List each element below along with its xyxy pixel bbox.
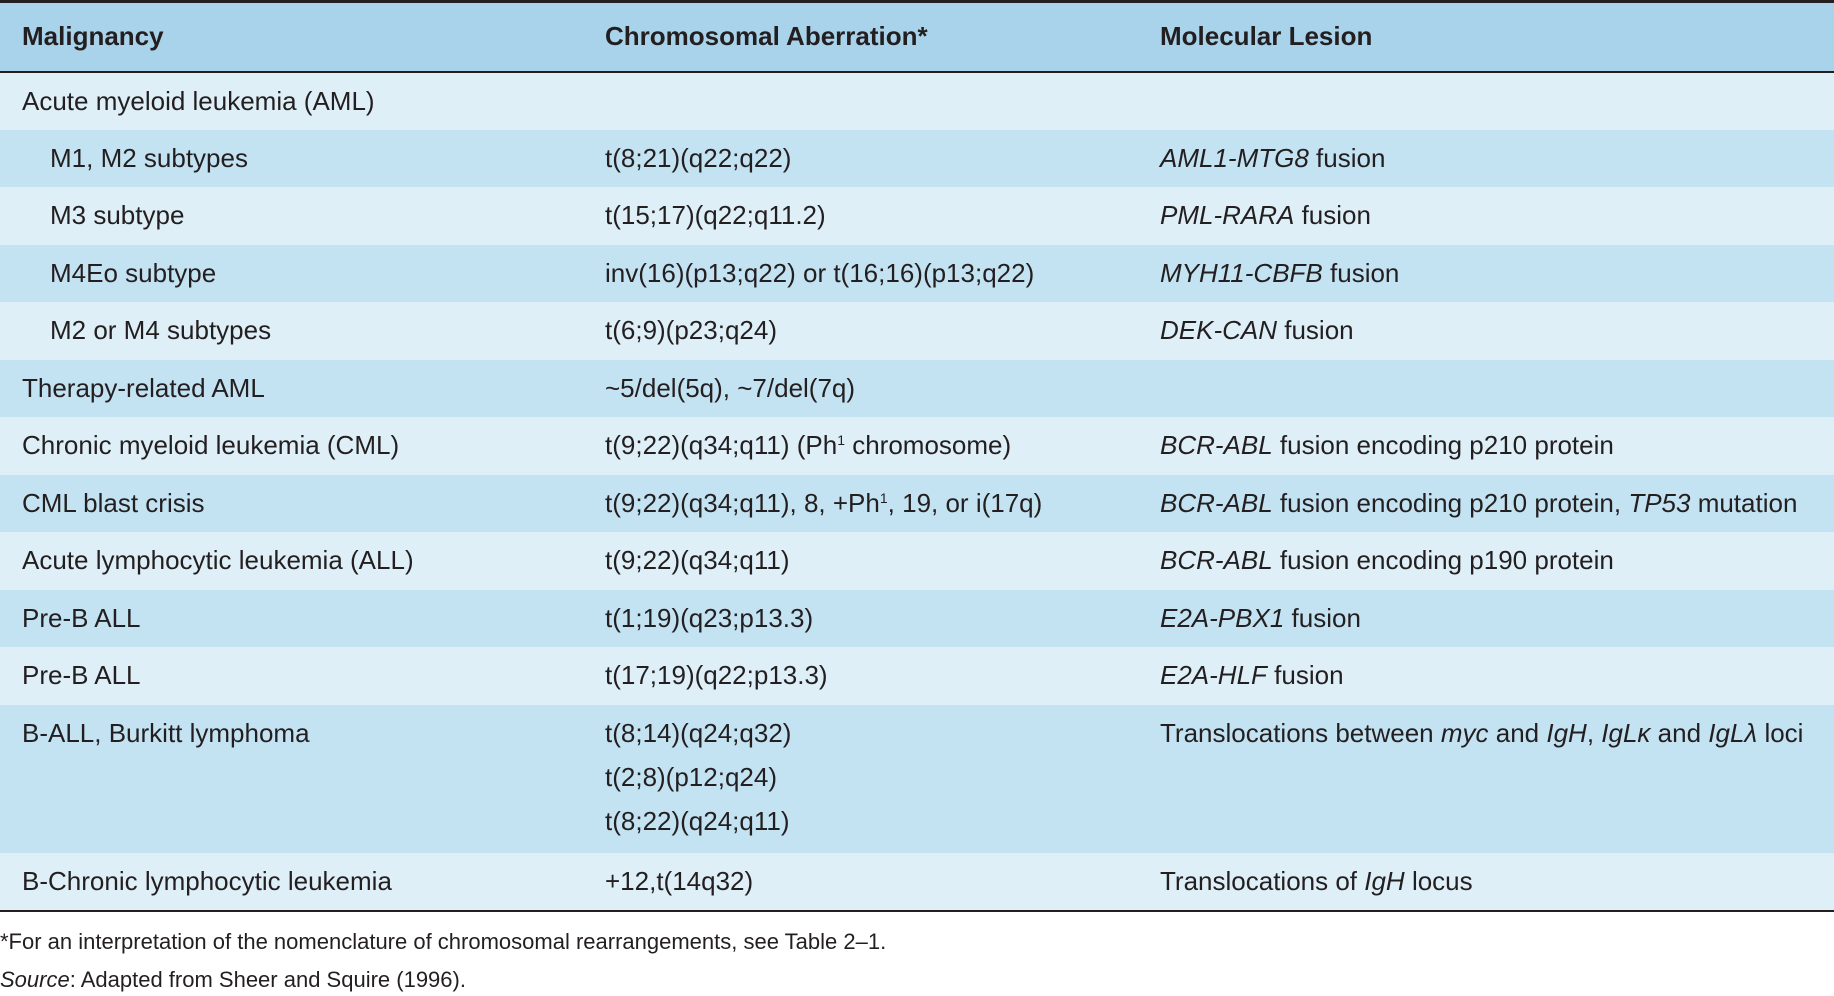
- gene-name: PML-RARA: [1160, 200, 1295, 231]
- lesion-text: and: [1488, 717, 1547, 748]
- aberration-line: t(8;14)(q24;q32): [605, 717, 792, 748]
- cell-malignancy: Pre-B ALL: [22, 660, 141, 691]
- lesion-text: fusion encoding p190 protein: [1272, 545, 1614, 576]
- lesion-text: fusion encoding p210 protein,: [1272, 487, 1629, 518]
- table-row: [0, 187, 1834, 245]
- lesion-text: fusion: [1308, 142, 1386, 173]
- cell-malignancy: M1, M2 subtypes: [50, 142, 248, 173]
- table-header-row: [0, 2, 1834, 72]
- table-row: [0, 302, 1834, 360]
- aberration-text: chromosome): [845, 430, 1012, 461]
- aberration-text: t(9;22)(q34;q11), 8, +Ph: [605, 487, 880, 518]
- cell-malignancy: B-Chronic lymphocytic leukemia: [0, 853, 583, 911]
- lesion-text: fusion: [1277, 315, 1354, 346]
- cell-malignancy: M4Eo subtype: [50, 257, 217, 288]
- gene-name: TP53: [1628, 487, 1691, 518]
- table-row: [0, 647, 1834, 705]
- table-row: [0, 417, 1834, 475]
- cell-aberration: +12,t(14q32): [583, 853, 1138, 911]
- cell-aberration: t(15;17)(q22;q11.2): [605, 200, 826, 231]
- cell-malignancy: Acute myeloid leukemia (AML): [22, 85, 375, 116]
- table-row: [0, 245, 1834, 303]
- cell-aberration: t(17;19)(q22;p13.3): [605, 660, 828, 691]
- gene-name: DEK-CAN: [1160, 315, 1278, 346]
- table-row: [0, 130, 1834, 188]
- cell-lesion: [1138, 245, 1834, 303]
- cell-lesion: [1138, 417, 1834, 475]
- footnote-source: [0, 967, 466, 993]
- lesion-text: fusion encoding p210 protein: [1272, 430, 1614, 461]
- cell-lesion: [1138, 187, 1834, 245]
- cell-lesion: [1138, 360, 1834, 418]
- cell-lesion: [1138, 853, 1834, 911]
- cell-aberration: [583, 705, 1138, 853]
- gene-name: MYH11-CBFB: [1160, 257, 1323, 288]
- header-molecular-lesion: Molecular Lesion: [1138, 2, 1834, 72]
- cell-aberration: t(1;19)(q23;p13.3): [605, 602, 814, 633]
- cell-malignancy: Acute lymphocytic leukemia (ALL): [22, 545, 414, 576]
- table-row: [0, 590, 1834, 648]
- aberration-text: , 19, or i(17q): [887, 487, 1043, 518]
- cell-lesion: [1138, 532, 1834, 590]
- table-row: [0, 360, 1834, 418]
- lesion-text: locus: [1404, 865, 1473, 896]
- superscript: 1: [837, 432, 845, 449]
- cell-aberration: ~5/del(5q), ~7/del(7q): [605, 372, 856, 403]
- cell-lesion: [1138, 647, 1834, 705]
- gene-name: E2A-HLF: [1160, 660, 1267, 691]
- cell-lesion: [1138, 130, 1834, 188]
- lesion-text: mutation: [1690, 487, 1798, 518]
- cell-aberration: t(9;22)(q34;q11): [605, 545, 790, 576]
- cell-aberration: [583, 72, 1138, 130]
- cell-lesion: [1138, 475, 1834, 533]
- table-row: [0, 705, 1834, 853]
- table-row: [0, 853, 1834, 911]
- lesion-text: fusion: [1284, 602, 1361, 633]
- aberration-text: t(9;22)(q34;q11) (Ph: [605, 430, 838, 461]
- superscript: 1: [879, 489, 888, 506]
- cell-aberration: [583, 417, 1138, 475]
- gene-name: AML1-MTG8: [1160, 142, 1309, 173]
- cell-lesion: [1138, 72, 1834, 130]
- source-text: : Adapted from Sheer and Squire (1996).: [69, 967, 466, 992]
- header-malignancy: Malignancy: [0, 2, 583, 72]
- table-row: [0, 72, 1834, 130]
- lesion-text: loci: [1757, 717, 1804, 748]
- cell-aberration: t(6;9)(p23;q24): [605, 315, 777, 346]
- cell-aberration: inv(16)(p13;q22) or t(16;16)(p13;q22): [605, 257, 1035, 288]
- cell-malignancy: B-ALL, Burkitt lymphoma: [22, 717, 310, 748]
- footnote-asterisk: *For an interpretation of the nomenclature of chromosomal rearrangements, see Table 2–1.: [0, 929, 887, 954]
- gene-name: myc: [1440, 717, 1489, 748]
- cell-lesion: [1138, 705, 1834, 853]
- lesion-text: ,: [1586, 717, 1602, 748]
- cell-malignancy: Therapy-related AML: [22, 372, 265, 403]
- table-row: [0, 532, 1834, 590]
- gene-name: BCR-ABL: [1160, 430, 1273, 461]
- lesion-text: fusion: [1266, 660, 1344, 691]
- lesion-text: Translocations between: [1160, 717, 1441, 748]
- cell-aberration: [583, 475, 1138, 533]
- table-row: [0, 475, 1834, 533]
- gene-name: IgLλ: [1708, 717, 1758, 748]
- gene-name: IgLκ: [1601, 717, 1651, 748]
- cell-malignancy: Chronic myeloid leukemia (CML): [22, 430, 400, 461]
- aberration-line: t(8;22)(q24;q11): [605, 805, 790, 836]
- gene-name: E2A-PBX1: [1160, 602, 1285, 633]
- cell-malignancy: CML blast crisis: [22, 487, 205, 518]
- cell-malignancy: M2 or M4 subtypes: [50, 315, 272, 346]
- cell-malignancy: Pre-B ALL: [22, 602, 141, 633]
- header-chromosomal-aberration: Chromosomal Aberration*: [583, 2, 1138, 72]
- lesion-text: and: [1650, 717, 1709, 748]
- gene-name: IgH: [1546, 717, 1587, 748]
- lesion-text: fusion: [1322, 257, 1400, 288]
- aberration-line: t(2;8)(p12;q24): [605, 761, 777, 792]
- lesion-text: Translocations of: [1160, 865, 1365, 896]
- cell-lesion: [1138, 302, 1834, 360]
- gene-name: BCR-ABL: [1160, 545, 1273, 576]
- cell-lesion: [1138, 590, 1834, 648]
- source-label: Source: [0, 967, 70, 992]
- gene-name: IgH: [1364, 865, 1405, 896]
- gene-name: BCR-ABL: [1160, 487, 1273, 518]
- lesion-text: fusion: [1294, 200, 1371, 231]
- cell-malignancy: M3 subtype: [50, 200, 185, 231]
- cell-aberration: t(8;21)(q22;q22): [605, 142, 792, 173]
